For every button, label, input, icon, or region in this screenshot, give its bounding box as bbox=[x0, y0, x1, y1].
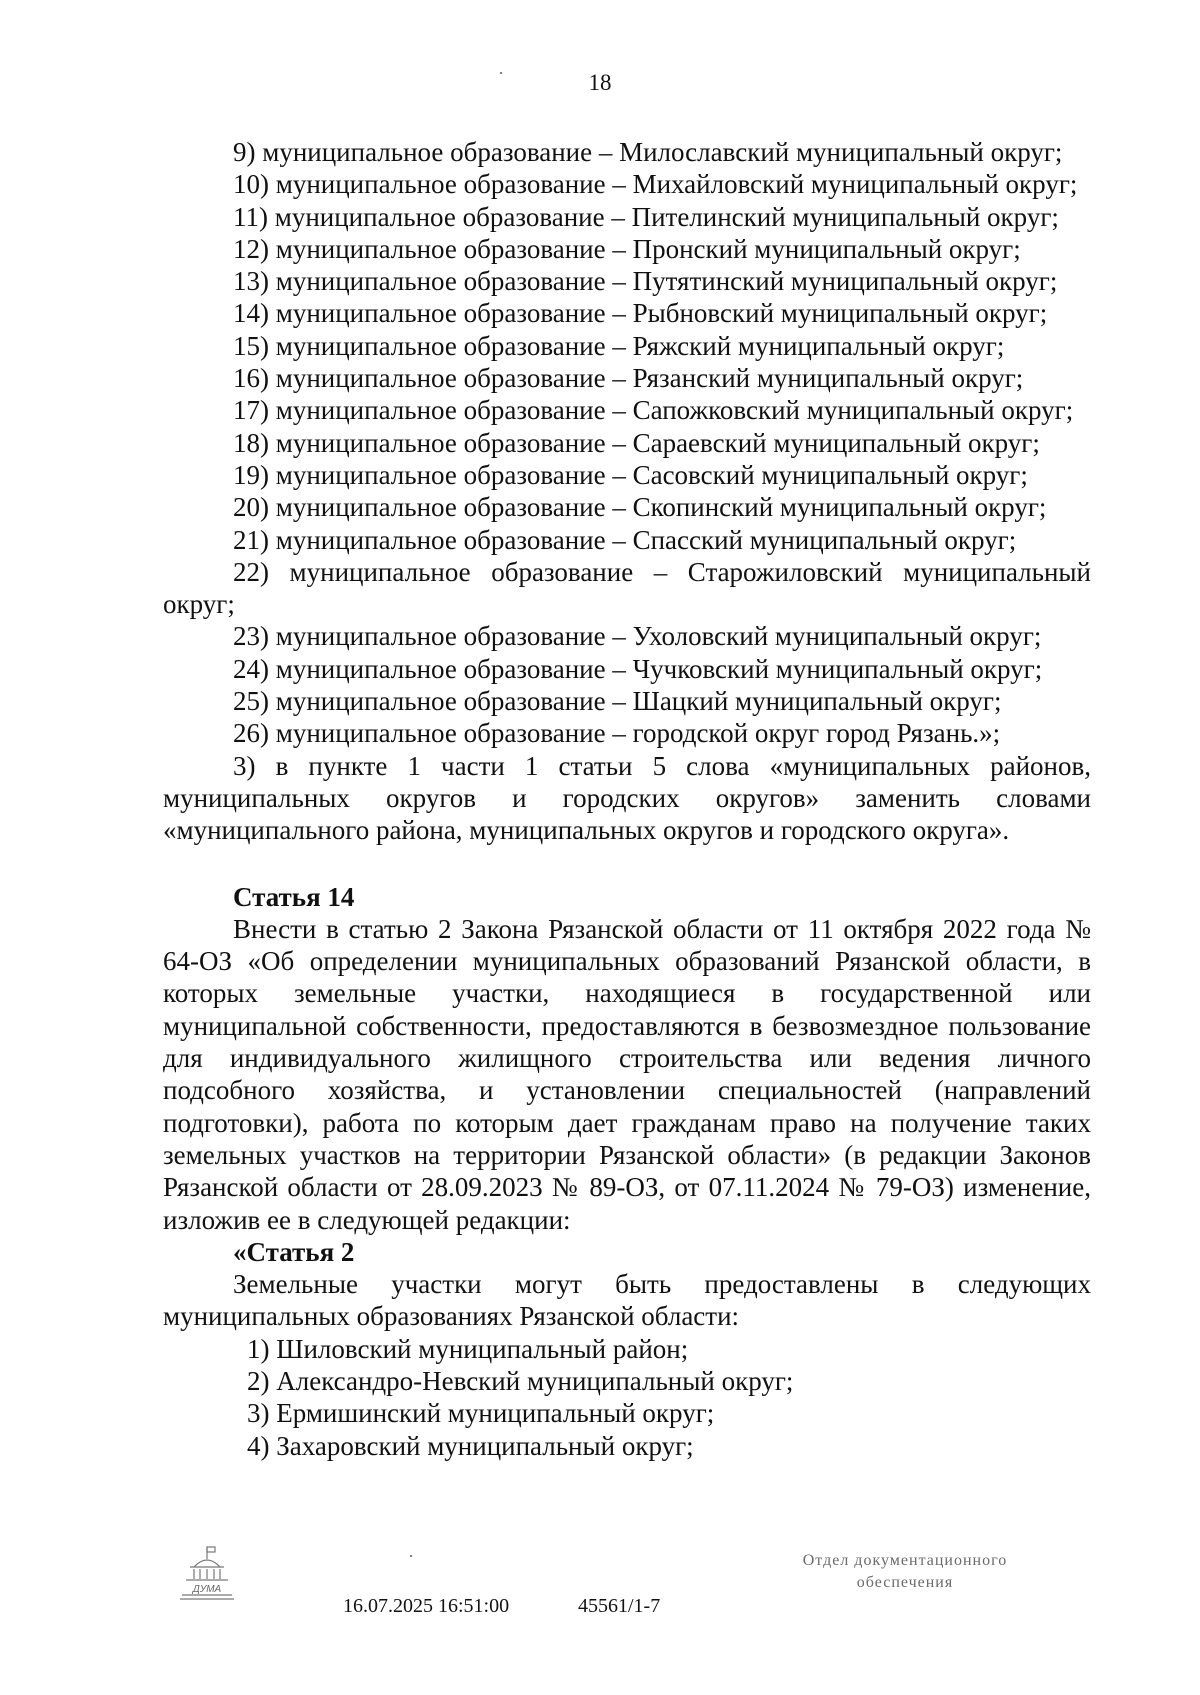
list-item: 20) муниципальное образование – Скопинский муниципальный округ; bbox=[233, 492, 1047, 523]
duma-logo bbox=[176, 1545, 238, 1601]
point-3-paragraph: 3) в пункте 1 части 1 статьи 5 слова «муниципальных районов, муниципальных округов и городских округов» заменить словами «муниципального района, муниципальных округов и городского округа». bbox=[163, 750, 1091, 846]
department-stamp bbox=[750, 1550, 1060, 1594]
list-item: 10) муниципальное образование – Михайловский муниципальный округ; bbox=[233, 169, 1078, 200]
list-item: 18) муниципальное образование – Сараевский муниципальный округ; bbox=[233, 427, 1040, 458]
list-item: 26) муниципальное образование – городской округ город Рязань.»; bbox=[233, 718, 1001, 749]
footer-datetime: 16.07.2025 16:51:00 bbox=[343, 1595, 510, 1617]
list-item: 13) муниципальное образование – Путятинский муниципальный округ; bbox=[233, 266, 1058, 297]
list-item: 21) муниципальное образование – Спасский муниципальный округ; bbox=[233, 524, 1017, 555]
list-item: 2) Александро-Невский муниципальный округ; bbox=[247, 1365, 794, 1396]
list-item: 25) муниципальное образование – Шацкий муниципальный округ; bbox=[233, 686, 1002, 717]
list-item: 16) муниципальное образование – Рязанский муниципальный округ; bbox=[233, 363, 1024, 394]
list-item: 3) Ермишинский муниципальный округ; bbox=[247, 1398, 715, 1429]
scan-speck bbox=[500, 72, 502, 74]
list-item: 4) Захаровский муниципальный округ; bbox=[247, 1430, 694, 1461]
document-body bbox=[163, 136, 1091, 1462]
footer-doc-number: 45561/1-7 bbox=[578, 1595, 661, 1617]
municipality-list bbox=[163, 136, 1091, 750]
list-item: 24) муниципальное образование – Чучковский муниципальный округ; bbox=[233, 653, 1043, 684]
list-item: 22) муниципальное образование – Старожиловский муниципальный округ; bbox=[163, 556, 1091, 620]
list-item: 1) Шиловский муниципальный район; bbox=[247, 1333, 689, 1364]
stamp-line-1: Отдел документационного bbox=[802, 1552, 1008, 1569]
stamp-line-2: обеспечения bbox=[856, 1574, 954, 1591]
list-item: 11) муниципальное образование – Пителинский муниципальный округ; bbox=[233, 201, 1059, 232]
list-item: 19) муниципальное образование – Сасовский муниципальный округ; bbox=[233, 459, 1028, 490]
page-number: 18 bbox=[588, 70, 612, 95]
list-item: 9) муниципальное образование – Милославский муниципальный округ; bbox=[233, 137, 1063, 167]
list-item: 17) муниципальное образование – Сапожковский муниципальный округ; bbox=[233, 395, 1074, 426]
list-item: 12) муниципальное образование – Пронский муниципальный округ; bbox=[233, 233, 1021, 264]
list-item: 15) муниципальное образование – Ряжский муниципальный округ; bbox=[233, 330, 1005, 361]
article-14-body: Внести в статью 2 Закона Рязанской области от 11 октября 2022 года № 64-ОЗ «Об определении муниципальных образований Рязанской области, в которых земельные участки, находящиеся в государственной или муниципальной собственности, предоставляются в безвозмездное пользование для индивидуального жилищного строительства или ведения личного подсобного хозяйства, и установлении специальностей (направлений подготовки), работа по которым дает гражданам право на получение таких земельных участков на территории Рязанской области» (в редакции Законов Рязанской области от 28.09.2023 № 89-ОЗ, от 07.11.2024 № 79-ОЗ) изменение, изложив ее в следующей редакции: bbox=[163, 913, 1091, 1235]
article-14-heading: Статья 14 bbox=[233, 881, 355, 912]
list-item: 14) муниципальное образование – Рыбновский муниципальный округ; bbox=[233, 298, 1048, 329]
article-2-heading: «Статья 2 bbox=[233, 1236, 355, 1267]
list-item: 23) муниципальное образование – Ухоловский муниципальный округ; bbox=[233, 621, 1042, 652]
logo-lettering: ДУМА bbox=[192, 1584, 222, 1595]
scan-speck bbox=[410, 1555, 412, 1557]
article-2-intro: Земельные участки могут быть предоставлены в следующих муниципальных образованиях Рязанской области: bbox=[163, 1269, 1091, 1332]
